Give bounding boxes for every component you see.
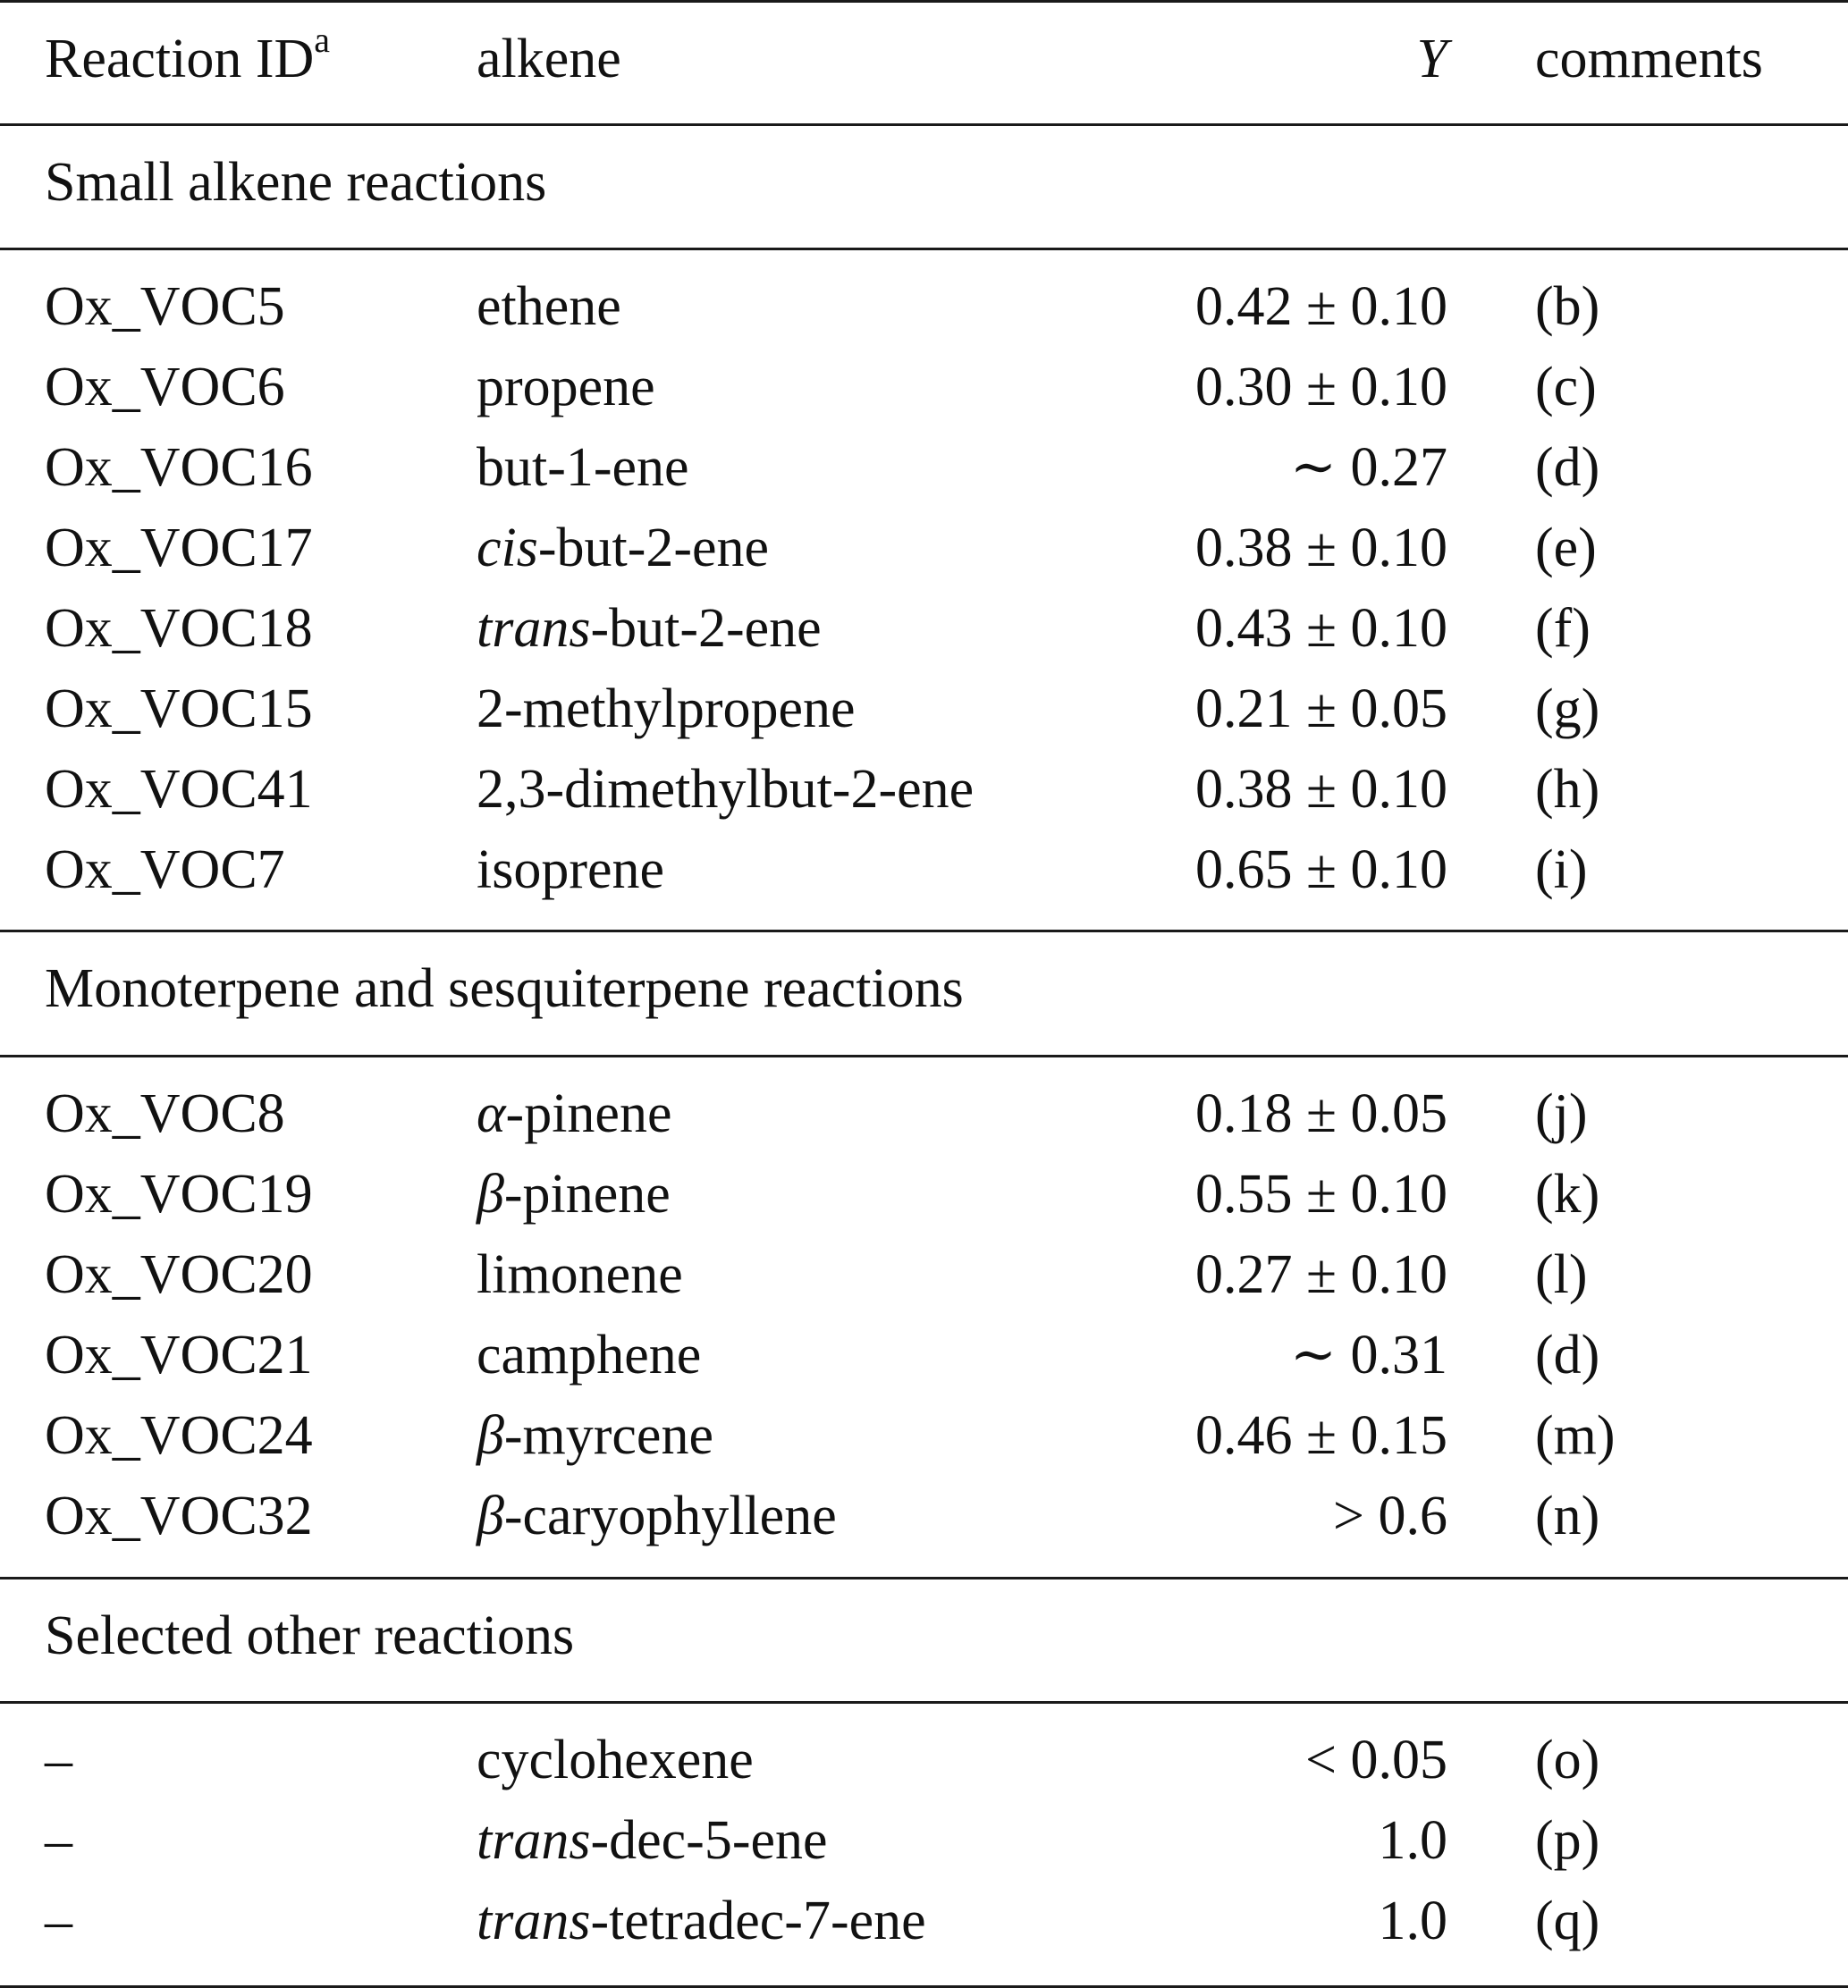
alkene-prefix: β [477, 1164, 504, 1225]
comment-cell: (j) [1535, 1083, 1588, 1144]
y-value-cell: 1.0 [1378, 1891, 1447, 1951]
y-value-cell: < 0.05 [1305, 1730, 1447, 1790]
y-value-cell: ∼ 0.27 [1290, 437, 1447, 498]
alkene-cell [477, 267, 621, 347]
comment-cell: (l) [1535, 1244, 1588, 1305]
comment-cell: (g) [1535, 678, 1600, 739]
table-row [0, 1882, 1848, 1961]
y-value-cell: > 0.6 [1333, 1486, 1447, 1546]
y-value-cell: 0.21 ± 0.05 [1194, 678, 1447, 739]
y-value-cell: 0.30 ± 0.10 [1194, 357, 1447, 417]
alkene-prefix: cis [477, 518, 538, 578]
table-row [0, 670, 1848, 749]
alkene-prefix: trans [477, 598, 591, 659]
reaction-id-cell: – [45, 1810, 72, 1871]
table-row [0, 1477, 1848, 1556]
alkene-name: but-1-ene [477, 437, 689, 498]
section-title: Selected other reactions [45, 1605, 575, 1666]
section-title: Small alkene reactions [45, 152, 547, 213]
alkene-name: camphene [477, 1325, 702, 1386]
reaction-id-cell: Ox_VOC8 [45, 1083, 285, 1144]
section-rule [0, 248, 1848, 250]
reaction-id-cell: Ox_VOC6 [45, 357, 285, 417]
alkene-name: cyclohexene [477, 1730, 754, 1790]
table-row [0, 1721, 1848, 1800]
table-row [0, 1074, 1848, 1154]
table-row [0, 509, 1848, 588]
reaction-id-cell: Ox_VOC20 [45, 1244, 313, 1305]
alkene-cell [477, 1801, 828, 1881]
alkene-name: -pinene [503, 1164, 671, 1225]
alkene-cell [477, 1477, 837, 1556]
alkene-name: -pinene [505, 1083, 672, 1144]
header-footnote-marker: a [314, 20, 331, 61]
reaction-id-cell: Ox_VOC5 [45, 276, 285, 337]
section-end-rule [0, 1577, 1848, 1579]
reaction-id-cell: Ox_VOC7 [45, 839, 285, 900]
reaction-id-cell: Ox_VOC18 [45, 598, 313, 659]
alkene-cell [477, 750, 974, 830]
table-row [0, 1801, 1848, 1881]
alkene-cell [477, 509, 769, 588]
comment-cell: (p) [1535, 1810, 1600, 1871]
comment-cell: (d) [1535, 1325, 1600, 1386]
y-value-cell: 0.18 ± 0.05 [1194, 1083, 1447, 1144]
alkene-prefix: trans [477, 1810, 591, 1871]
section-rule [0, 1701, 1848, 1704]
table-row [0, 428, 1848, 508]
reaction-id-cell: Ox_VOC41 [45, 759, 313, 820]
comment-cell: (k) [1535, 1164, 1600, 1225]
section-title: Monoterpene and sesquiterpene reactions [45, 958, 964, 1019]
header-y: Y [1416, 29, 1447, 89]
y-value-cell: 0.38 ± 0.10 [1194, 518, 1447, 578]
alkene-prefix: β [477, 1405, 504, 1466]
comment-cell: (m) [1535, 1405, 1616, 1466]
alkene-cell [477, 1235, 683, 1315]
table-row [0, 1316, 1848, 1395]
alkene-prefix: trans [477, 1891, 591, 1951]
y-value-cell: 0.46 ± 0.15 [1194, 1405, 1447, 1466]
alkene-cell [477, 589, 822, 669]
alkene-name: ethene [477, 276, 621, 337]
comment-cell: (d) [1535, 437, 1600, 498]
alkene-name: -but-2-ene [537, 518, 770, 578]
reaction-id-cell: Ox_VOC19 [45, 1164, 313, 1225]
y-value-cell: 0.42 ± 0.10 [1194, 276, 1447, 337]
alkene-name: -myrcene [503, 1405, 713, 1466]
alkene-cell [477, 830, 664, 910]
alkene-cell [477, 1721, 754, 1800]
comment-cell: (n) [1535, 1486, 1600, 1546]
header-alkene: alkene [477, 29, 621, 89]
table-row [0, 589, 1848, 669]
y-value-cell: 0.38 ± 0.10 [1194, 759, 1447, 820]
table-row [0, 1235, 1848, 1315]
section-rule [0, 1055, 1848, 1057]
alkene-prefix: β [477, 1486, 504, 1546]
alkene-name: 2,3-dimethylbut-2-ene [477, 759, 975, 820]
comment-cell: (i) [1535, 839, 1588, 900]
comment-cell: (e) [1535, 518, 1597, 578]
comment-cell: (c) [1535, 357, 1597, 417]
y-value-cell: 0.55 ± 0.10 [1194, 1164, 1447, 1225]
alkene-cell [477, 670, 856, 749]
reaction-id-cell: Ox_VOC16 [45, 437, 313, 498]
alkene-cell [477, 428, 689, 508]
reaction-id-cell: – [45, 1891, 72, 1951]
header-comments: comments [1535, 29, 1763, 89]
alkene-name: propene [477, 357, 655, 417]
table-row [0, 830, 1848, 910]
alkene-name: -tetradec-7-ene [590, 1891, 926, 1951]
y-value-cell: 1.0 [1378, 1810, 1447, 1871]
alkene-name: isoprene [477, 839, 665, 900]
reaction-id-cell: Ox_VOC24 [45, 1405, 313, 1466]
table-row [0, 1155, 1848, 1234]
alkene-cell [477, 1316, 701, 1395]
y-value-cell: 0.65 ± 0.10 [1194, 839, 1447, 900]
comment-cell: (q) [1535, 1891, 1600, 1951]
alkene-name: -caryophyllene [503, 1486, 837, 1546]
table-top-rule [0, 0, 1848, 3]
alkene-prefix: α [477, 1083, 506, 1144]
y-value-cell: ∼ 0.31 [1290, 1325, 1447, 1386]
section-end-rule [0, 930, 1848, 932]
comment-cell: (h) [1535, 759, 1600, 820]
alkene-name: -dec-5-ene [590, 1810, 828, 1871]
table-row [0, 348, 1848, 427]
y-value-cell: 0.43 ± 0.10 [1194, 598, 1447, 659]
alkene-cell [477, 1396, 713, 1476]
alkene-cell [477, 1074, 671, 1154]
comment-cell: (o) [1535, 1730, 1600, 1790]
reaction-id-cell: Ox_VOC15 [45, 678, 313, 739]
reaction-id-cell: – [45, 1730, 72, 1790]
table-row [0, 267, 1848, 347]
comment-cell: (f) [1535, 598, 1591, 659]
reaction-id-cell: Ox_VOC21 [45, 1325, 313, 1386]
y-value-cell: 0.27 ± 0.10 [1194, 1244, 1447, 1305]
header-rule [0, 123, 1848, 126]
alkene-name: -but-2-ene [590, 598, 822, 659]
reaction-id-cell: Ox_VOC17 [45, 518, 313, 578]
table-row [0, 750, 1848, 830]
alkene-name: limonene [477, 1244, 683, 1305]
reaction-id-cell: Ox_VOC32 [45, 1486, 313, 1546]
alkene-cell [477, 348, 655, 427]
table-row [0, 1396, 1848, 1476]
alkene-cell [477, 1882, 926, 1961]
table-header-row [0, 20, 1848, 99]
comment-cell: (b) [1535, 276, 1600, 337]
alkene-cell [477, 1155, 671, 1234]
alkene-name: 2-methylpropene [477, 678, 856, 739]
header-reaction-id: Reaction $ID^a$ [45, 20, 331, 89]
